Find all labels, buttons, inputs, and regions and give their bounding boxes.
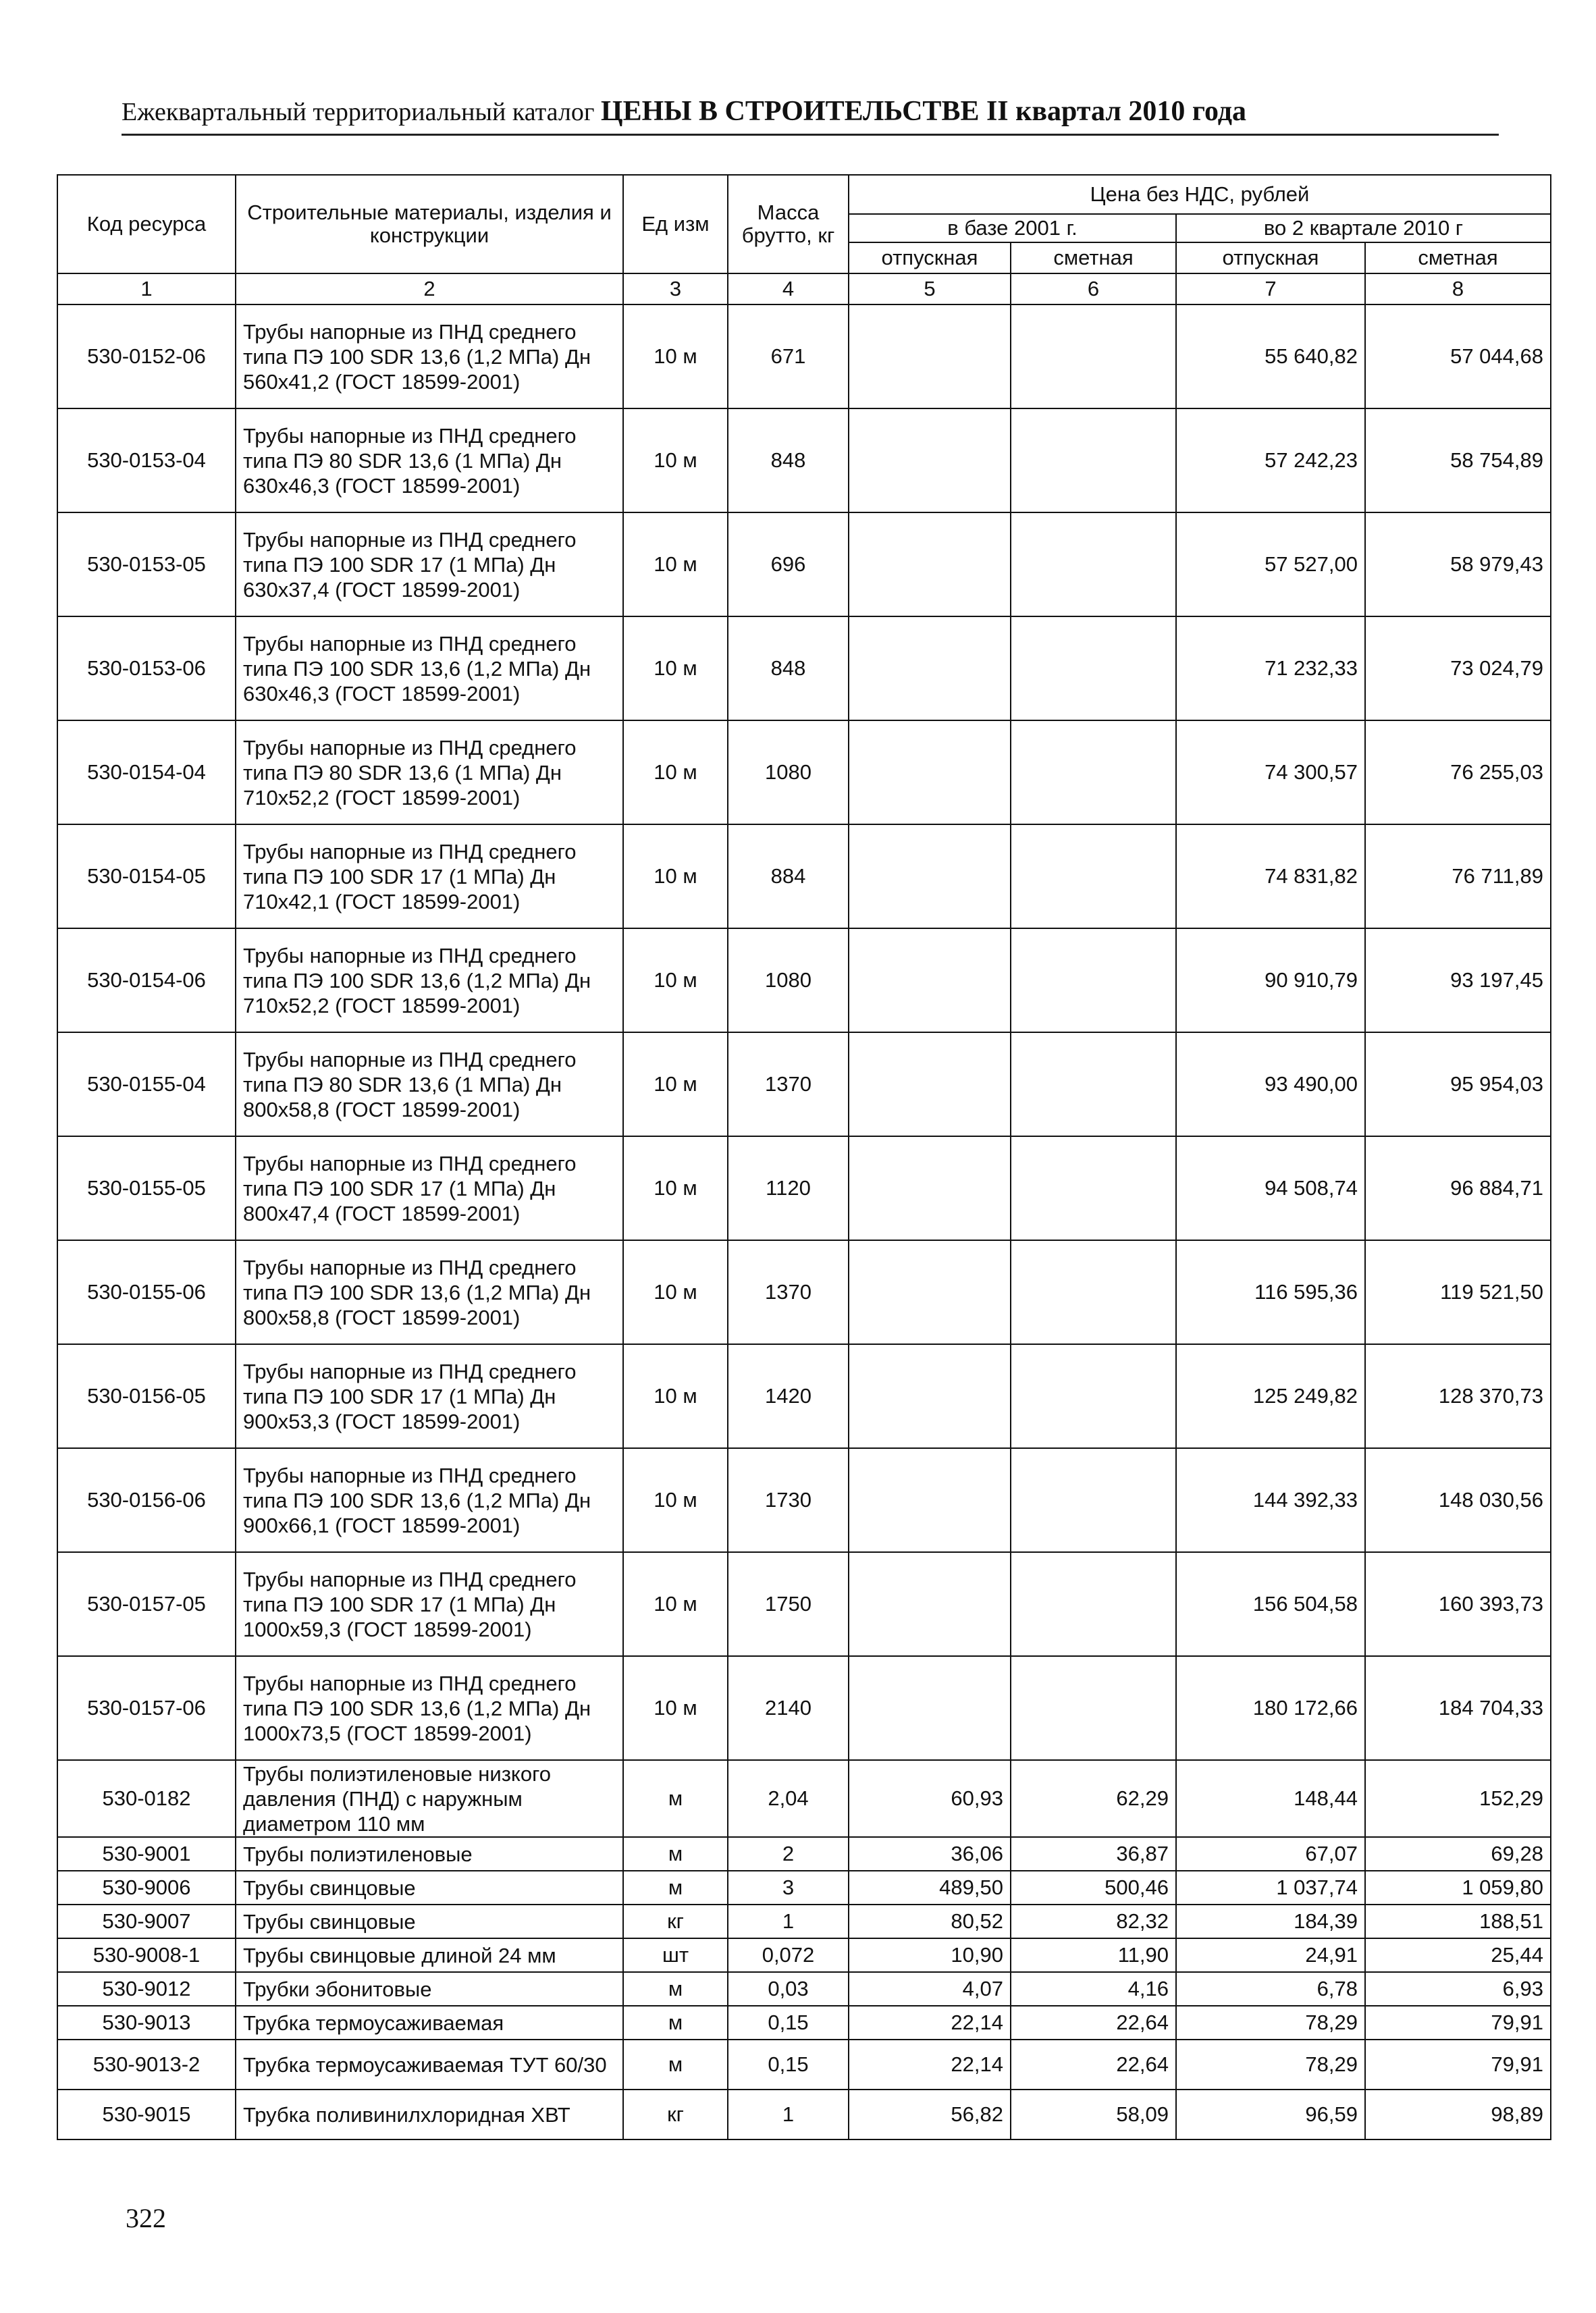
- current-release-price: 57 242,23: [1176, 408, 1365, 512]
- base-release-price: 56,82: [849, 2090, 1011, 2139]
- current-release-price: 78,29: [1176, 2040, 1365, 2090]
- base-release-price: [849, 824, 1011, 928]
- material-name: Трубы напорные из ПНД среднего типа ПЭ 100 SDR 17 (1 МПа) Дн 630x37,4 (ГОСТ 18599-2001): [236, 512, 623, 616]
- header-base-release: отпускная: [849, 242, 1011, 273]
- material-name: Трубы напорные из ПНД среднего типа ПЭ 100 SDR 17 (1 МПа) Дн 710x42,1 (ГОСТ 18599-2001): [236, 824, 623, 928]
- current-release-price: 1 037,74: [1176, 1871, 1365, 1905]
- material-name: Трубы напорные из ПНД среднего типа ПЭ 80 SDR 13,6 (1 МПа) Дн 800x58,8 (ГОСТ 18599-2001): [236, 1032, 623, 1136]
- current-release-price: 74 300,57: [1176, 720, 1365, 824]
- column-number: 7: [1176, 273, 1365, 304]
- unit-of-measure: 10 м: [623, 720, 728, 824]
- column-number-row: [57, 273, 1551, 304]
- current-release-price: 180 172,66: [1176, 1656, 1365, 1760]
- column-number: 5: [849, 273, 1011, 304]
- base-release-price: 22,14: [849, 2040, 1011, 2090]
- material-name: Трубы напорные из ПНД среднего типа ПЭ 100 SDR 13,6 (1,2 МПа) Дн 710x52,2 (ГОСТ 18599-2001): [236, 928, 623, 1032]
- base-release-price: 10,90: [849, 1938, 1011, 1972]
- resource-code: 530-9007: [57, 1905, 236, 1938]
- gross-mass: 0,15: [728, 2006, 849, 2040]
- material-name: Трубы напорные из ПНД среднего типа ПЭ 80 SDR 13,6 (1 МПа) Дн 630x46,3 (ГОСТ 18599-2001): [236, 408, 623, 512]
- unit-of-measure: м: [623, 1837, 728, 1871]
- base-release-price: [849, 928, 1011, 1032]
- current-estimate-price: 98,89: [1365, 2090, 1551, 2139]
- current-estimate-price: 73 024,79: [1365, 616, 1551, 720]
- material-name: Трубка термоусаживаемая ТУТ 60/30: [236, 2040, 623, 2090]
- current-estimate-price: 93 197,45: [1365, 928, 1551, 1032]
- current-estimate-price: 128 370,73: [1365, 1344, 1551, 1448]
- resource-code: 530-0182: [57, 1760, 236, 1837]
- column-number: 6: [1011, 273, 1176, 304]
- table-row: [57, 1871, 1551, 1905]
- base-release-price: 4,07: [849, 1972, 1011, 2006]
- current-estimate-price: 188,51: [1365, 1905, 1551, 1938]
- gross-mass: 0,03: [728, 1972, 849, 2006]
- table-row: [57, 1837, 1551, 1871]
- table-row: [57, 304, 1551, 408]
- base-estimate-price: [1011, 1136, 1176, 1240]
- base-estimate-price: 22,64: [1011, 2040, 1176, 2090]
- column-number: 1: [57, 273, 236, 304]
- header-name: Строительные материалы, изделия и конструкции: [236, 175, 623, 273]
- base-estimate-price: [1011, 1448, 1176, 1552]
- current-estimate-price: 6,93: [1365, 1972, 1551, 2006]
- current-estimate-price: 119 521,50: [1365, 1240, 1551, 1344]
- table-row: [57, 1448, 1551, 1552]
- catalog-prefix: Ежеквартальный территориальный каталог: [122, 98, 595, 126]
- base-estimate-price: [1011, 928, 1176, 1032]
- table-row: [57, 1905, 1551, 1938]
- resource-code: 530-0155-04: [57, 1032, 236, 1136]
- base-release-price: 22,14: [849, 2006, 1011, 2040]
- gross-mass: 1: [728, 1905, 849, 1938]
- unit-of-measure: шт: [623, 1938, 728, 1972]
- material-name: Трубы напорные из ПНД среднего типа ПЭ 100 SDR 13,6 (1,2 МПа) Дн 800x58,8 (ГОСТ 18599-2001): [236, 1240, 623, 1344]
- base-release-price: [849, 1032, 1011, 1136]
- current-estimate-price: 79,91: [1365, 2040, 1551, 2090]
- resource-code: 530-9015: [57, 2090, 236, 2139]
- base-estimate-price: [1011, 1656, 1176, 1760]
- base-estimate-price: [1011, 1344, 1176, 1448]
- current-estimate-price: 76 711,89: [1365, 824, 1551, 928]
- resource-code: 530-0154-05: [57, 824, 236, 928]
- material-name: Трубка термоусаживаемая: [236, 2006, 623, 2040]
- resource-code: 530-0155-06: [57, 1240, 236, 1344]
- base-estimate-price: [1011, 512, 1176, 616]
- base-release-price: 60,93: [849, 1760, 1011, 1837]
- current-estimate-price: 184 704,33: [1365, 1656, 1551, 1760]
- unit-of-measure: м: [623, 1871, 728, 1905]
- table-row: [57, 720, 1551, 824]
- current-release-price: 24,91: [1176, 1938, 1365, 1972]
- header-unit: Ед изм: [623, 175, 728, 273]
- table-row: [57, 1938, 1551, 1972]
- material-name: Трубы напорные из ПНД среднего типа ПЭ 80 SDR 13,6 (1 МПа) Дн 710x52,2 (ГОСТ 18599-2001): [236, 720, 623, 824]
- current-estimate-price: 95 954,03: [1365, 1032, 1551, 1136]
- current-release-price: 67,07: [1176, 1837, 1365, 1871]
- header-cur-estimate: сметная: [1365, 242, 1551, 273]
- base-release-price: [849, 408, 1011, 512]
- unit-of-measure: 10 м: [623, 408, 728, 512]
- table-row: [57, 2040, 1551, 2090]
- gross-mass: 2140: [728, 1656, 849, 1760]
- table-row: [57, 616, 1551, 720]
- material-name: Трубка поливинилхлоридная ХВТ: [236, 2090, 623, 2139]
- unit-of-measure: 10 м: [623, 928, 728, 1032]
- base-release-price: [849, 512, 1011, 616]
- base-release-price: [849, 1552, 1011, 1656]
- header-base-2001: в базе 2001 г.: [849, 214, 1176, 242]
- table-row: [57, 1136, 1551, 1240]
- base-estimate-price: [1011, 1552, 1176, 1656]
- current-release-price: 71 232,33: [1176, 616, 1365, 720]
- unit-of-measure: 10 м: [623, 1552, 728, 1656]
- unit-of-measure: 10 м: [623, 512, 728, 616]
- table-row: [57, 2090, 1551, 2139]
- base-estimate-price: 36,87: [1011, 1837, 1176, 1871]
- gross-mass: 1750: [728, 1552, 849, 1656]
- table-row: [57, 824, 1551, 928]
- gross-mass: 1080: [728, 928, 849, 1032]
- base-estimate-price: 58,09: [1011, 2090, 1176, 2139]
- unit-of-measure: 10 м: [623, 1136, 728, 1240]
- gross-mass: 1420: [728, 1344, 849, 1448]
- current-estimate-price: 152,29: [1365, 1760, 1551, 1837]
- resource-code: 530-0157-05: [57, 1552, 236, 1656]
- material-name: Трубы свинцовые: [236, 1905, 623, 1938]
- gross-mass: 1370: [728, 1240, 849, 1344]
- material-name: Трубы напорные из ПНД среднего типа ПЭ 100 SDR 17 (1 МПа) Дн 800x47,4 (ГОСТ 18599-2001): [236, 1136, 623, 1240]
- header-code: Код ресурса: [57, 175, 236, 273]
- material-name: Трубы свинцовые длиной 24 мм: [236, 1938, 623, 1972]
- base-release-price: [849, 1344, 1011, 1448]
- header-cur-release: отпускная: [1176, 242, 1365, 273]
- gross-mass: 1120: [728, 1136, 849, 1240]
- gross-mass: 0,072: [728, 1938, 849, 1972]
- base-release-price: 80,52: [849, 1905, 1011, 1938]
- unit-of-measure: кг: [623, 2090, 728, 2139]
- material-name: Трубки эбонитовые: [236, 1972, 623, 2006]
- gross-mass: 848: [728, 408, 849, 512]
- current-release-price: 94 508,74: [1176, 1136, 1365, 1240]
- resource-code: 530-9012: [57, 1972, 236, 2006]
- base-estimate-price: [1011, 1032, 1176, 1136]
- base-release-price: [849, 1240, 1011, 1344]
- base-release-price: [849, 1448, 1011, 1552]
- current-release-price: 144 392,33: [1176, 1448, 1365, 1552]
- page-header: [122, 95, 1499, 129]
- gross-mass: 3: [728, 1871, 849, 1905]
- resource-code: 530-0156-06: [57, 1448, 236, 1552]
- current-release-price: 96,59: [1176, 2090, 1365, 2139]
- table-row: [57, 512, 1551, 616]
- resource-code: 530-0156-05: [57, 1344, 236, 1448]
- base-estimate-price: [1011, 408, 1176, 512]
- gross-mass: 696: [728, 512, 849, 616]
- page-number: 322: [126, 2203, 166, 2233]
- table-row: [57, 1760, 1551, 1837]
- header-q2-2010: во 2 квартале 2010 г: [1176, 214, 1551, 242]
- header-price-group: Цена без НДС, рублей: [849, 175, 1551, 214]
- resource-code: 530-9006: [57, 1871, 236, 1905]
- material-name: Трубы полиэтиленовые: [236, 1837, 623, 1871]
- base-estimate-price: 11,90: [1011, 1938, 1176, 1972]
- base-release-price: 489,50: [849, 1871, 1011, 1905]
- current-release-price: 55 640,82: [1176, 304, 1365, 408]
- unit-of-measure: м: [623, 2040, 728, 2090]
- table-row: [57, 1032, 1551, 1136]
- base-release-price: [849, 720, 1011, 824]
- current-release-price: 6,78: [1176, 1972, 1365, 2006]
- unit-of-measure: м: [623, 2006, 728, 2040]
- gross-mass: 1370: [728, 1032, 849, 1136]
- current-estimate-price: 79,91: [1365, 2006, 1551, 2040]
- resource-code: 530-0157-06: [57, 1656, 236, 1760]
- current-estimate-price: 148 030,56: [1365, 1448, 1551, 1552]
- resource-code: 530-0154-04: [57, 720, 236, 824]
- catalog-title: ЦЕНЫ В СТРОИТЕЛЬСТВЕ II квартал 2010 года: [600, 96, 1246, 127]
- base-estimate-price: 82,32: [1011, 1905, 1176, 1938]
- table-row: [57, 928, 1551, 1032]
- base-estimate-price: 22,64: [1011, 2006, 1176, 2040]
- current-estimate-price: 76 255,03: [1365, 720, 1551, 824]
- gross-mass: 848: [728, 616, 849, 720]
- gross-mass: 671: [728, 304, 849, 408]
- base-estimate-price: 500,46: [1011, 1871, 1176, 1905]
- unit-of-measure: 10 м: [623, 824, 728, 928]
- gross-mass: 1080: [728, 720, 849, 824]
- current-release-price: 116 595,36: [1176, 1240, 1365, 1344]
- current-release-price: 90 910,79: [1176, 928, 1365, 1032]
- resource-code: 530-0154-06: [57, 928, 236, 1032]
- current-estimate-price: 58 979,43: [1365, 512, 1551, 616]
- base-estimate-price: [1011, 720, 1176, 824]
- unit-of-measure: м: [623, 1760, 728, 1837]
- column-number: 8: [1365, 273, 1551, 304]
- current-estimate-price: 57 044,68: [1365, 304, 1551, 408]
- header-base-estimate: сметная: [1011, 242, 1176, 273]
- current-estimate-price: 25,44: [1365, 1938, 1551, 1972]
- base-estimate-price: [1011, 824, 1176, 928]
- resource-code: 530-0155-05: [57, 1136, 236, 1240]
- base-release-price: 36,06: [849, 1837, 1011, 1871]
- material-name: Трубы напорные из ПНД среднего типа ПЭ 100 SDR 13,6 (1,2 МПа) Дн 630x46,3 (ГОСТ 18599-2001): [236, 616, 623, 720]
- current-release-price: 93 490,00: [1176, 1032, 1365, 1136]
- unit-of-measure: 10 м: [623, 1032, 728, 1136]
- current-estimate-price: 96 884,71: [1365, 1136, 1551, 1240]
- current-release-price: 74 831,82: [1176, 824, 1365, 928]
- resource-code: 530-9013: [57, 2006, 236, 2040]
- current-release-price: 57 527,00: [1176, 512, 1365, 616]
- resource-code: 530-0153-04: [57, 408, 236, 512]
- current-release-price: 156 504,58: [1176, 1552, 1365, 1656]
- unit-of-measure: м: [623, 1972, 728, 2006]
- gross-mass: 1730: [728, 1448, 849, 1552]
- gross-mass: 884: [728, 824, 849, 928]
- material-name: Трубы напорные из ПНД среднего типа ПЭ 100 SDR 17 (1 МПа) Дн 900x53,3 (ГОСТ 18599-2001): [236, 1344, 623, 1448]
- base-estimate-price: [1011, 304, 1176, 408]
- current-estimate-price: 160 393,73: [1365, 1552, 1551, 1656]
- material-name: Трубы напорные из ПНД среднего типа ПЭ 100 SDR 13,6 (1,2 МПа) Дн 1000x73,5 (ГОСТ 18599-2001): [236, 1656, 623, 1760]
- material-name: Трубы напорные из ПНД среднего типа ПЭ 100 SDR 13,6 (1,2 МПа) Дн 560x41,2 (ГОСТ 18599-2001): [236, 304, 623, 408]
- unit-of-measure: 10 м: [623, 616, 728, 720]
- unit-of-measure: 10 м: [623, 1344, 728, 1448]
- current-estimate-price: 69,28: [1365, 1837, 1551, 1871]
- unit-of-measure: 10 м: [623, 1656, 728, 1760]
- table-row: [57, 1344, 1551, 1448]
- gross-mass: 2: [728, 1837, 849, 1871]
- current-release-price: 78,29: [1176, 2006, 1365, 2040]
- material-name: Трубы напорные из ПНД среднего типа ПЭ 100 SDR 17 (1 МПа) Дн 1000x59,3 (ГОСТ 18599-2001): [236, 1552, 623, 1656]
- resource-code: 530-9013-2: [57, 2040, 236, 2090]
- resource-code: 530-0153-06: [57, 616, 236, 720]
- current-release-price: 125 249,82: [1176, 1344, 1365, 1448]
- table-row: [57, 2006, 1551, 2040]
- column-number: 3: [623, 273, 728, 304]
- current-release-price: 184,39: [1176, 1905, 1365, 1938]
- header-rule: [122, 134, 1499, 136]
- base-estimate-price: [1011, 616, 1176, 720]
- table-row: [57, 1240, 1551, 1344]
- resource-code: 530-9001: [57, 1837, 236, 1871]
- unit-of-measure: 10 м: [623, 1448, 728, 1552]
- table-row: [57, 1656, 1551, 1760]
- header-mass: Масса брутто, кг: [728, 175, 849, 273]
- unit-of-measure: 10 м: [623, 304, 728, 408]
- resource-code: 530-9008-1: [57, 1938, 236, 1972]
- base-release-price: [849, 616, 1011, 720]
- base-release-price: [849, 1136, 1011, 1240]
- current-estimate-price: 1 059,80: [1365, 1871, 1551, 1905]
- current-release-price: 148,44: [1176, 1760, 1365, 1837]
- table-row: [57, 1552, 1551, 1656]
- resource-code: 530-0153-05: [57, 512, 236, 616]
- gross-mass: 0,15: [728, 2040, 849, 2090]
- unit-of-measure: 10 м: [623, 1240, 728, 1344]
- gross-mass: 1: [728, 2090, 849, 2139]
- table-row: [57, 408, 1551, 512]
- column-number: 4: [728, 273, 849, 304]
- column-number: 2: [236, 273, 623, 304]
- resource-code: 530-0152-06: [57, 304, 236, 408]
- table-row: [57, 1972, 1551, 2006]
- base-release-price: [849, 1656, 1011, 1760]
- base-estimate-price: 62,29: [1011, 1760, 1176, 1837]
- base-estimate-price: [1011, 1240, 1176, 1344]
- gross-mass: 2,04: [728, 1760, 849, 1837]
- material-name: Трубы напорные из ПНД среднего типа ПЭ 100 SDR 13,6 (1,2 МПа) Дн 900x66,1 (ГОСТ 18599-2001): [236, 1448, 623, 1552]
- base-estimate-price: 4,16: [1011, 1972, 1176, 2006]
- price-table: [57, 174, 1551, 2140]
- material-name: Трубы полиэтиленовые низкого давления (ПНД) с наружным диаметром 110 мм: [236, 1760, 623, 1837]
- current-estimate-price: 58 754,89: [1365, 408, 1551, 512]
- material-name: Трубы свинцовые: [236, 1871, 623, 1905]
- base-release-price: [849, 304, 1011, 408]
- unit-of-measure: кг: [623, 1905, 728, 1938]
